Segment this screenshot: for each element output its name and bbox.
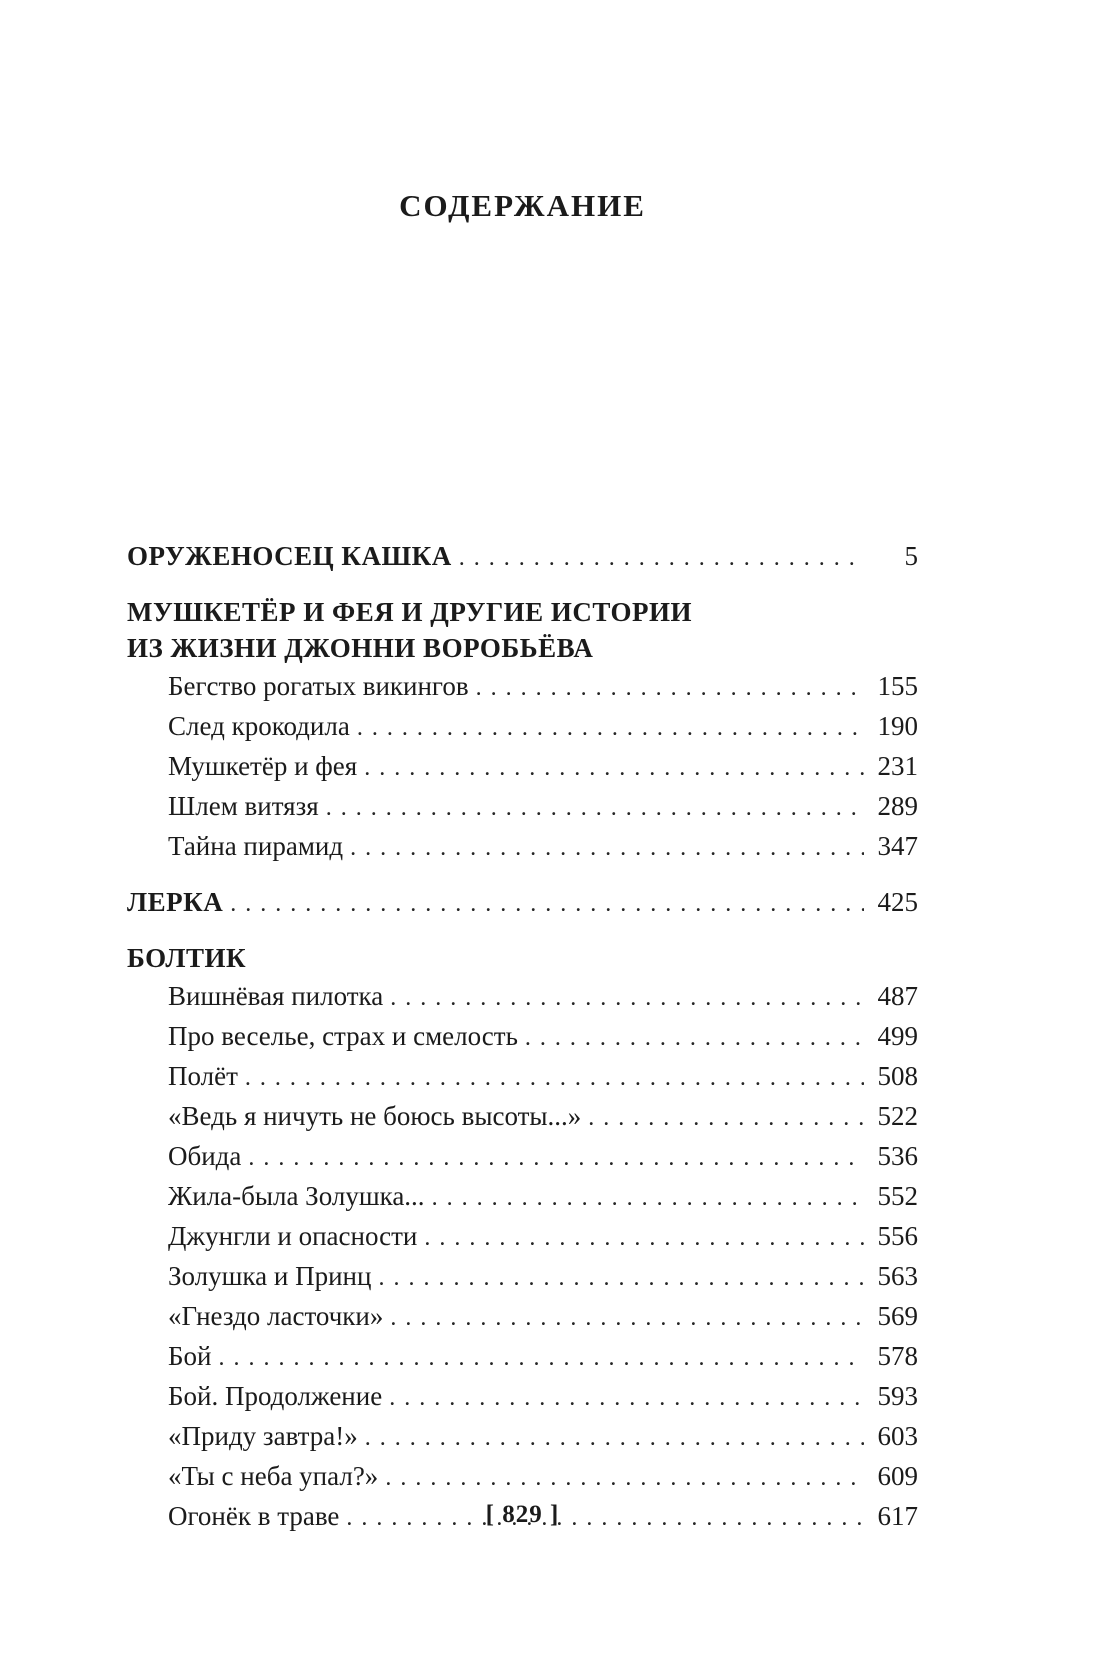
toc-entry-page-number: 536 (877, 1141, 918, 1171)
dot-leader (581, 1097, 864, 1137)
toc-entry-page-number: 155 (877, 671, 918, 701)
toc-entry-title: Жила-была Золушка... (168, 1181, 425, 1211)
toc-item-row (127, 1337, 918, 1377)
toc-entry-page-number: 593 (877, 1381, 918, 1411)
toc-entry-title: Про веселье, страх и смелость (168, 1021, 518, 1051)
toc-item-row (127, 667, 918, 707)
toc-item-row (127, 1097, 918, 1137)
toc-entry-title: Золушка и Принц (168, 1261, 372, 1291)
toc-item-row (127, 1177, 918, 1217)
dot-leader (319, 787, 864, 827)
toc-entry-page-number: 617 (877, 1501, 918, 1531)
toc-entry-page-number: 289 (877, 791, 918, 821)
dot-leader (417, 1217, 864, 1257)
toc-entry-page-number: 425 (877, 887, 918, 917)
dot-leader (357, 747, 864, 787)
toc-entry-title: Бой (168, 1341, 212, 1371)
toc-entry-page-number: 508 (877, 1061, 918, 1091)
dot-leader (518, 1017, 864, 1057)
toc-entry-title: БОЛТИК (127, 943, 247, 973)
toc-entry-title: Бой. Продолжение (168, 1381, 383, 1411)
dot-leader (382, 1377, 864, 1417)
dot-leader (452, 537, 864, 577)
folio-page-number: [ 829 ] (485, 1501, 560, 1528)
toc-entry-page-number: 569 (877, 1301, 918, 1331)
toc-entry-title: Мушкетёр и фея (168, 751, 358, 781)
toc-entry-title: Полёт (168, 1061, 238, 1091)
toc-entry-title: «Гнездо ласточки» (168, 1301, 384, 1331)
toc-entry-page-number: 552 (877, 1181, 918, 1211)
toc-entry-title: ЛЕРКА (127, 887, 224, 917)
toc-item-row (127, 1137, 918, 1177)
dot-leader (223, 883, 864, 923)
dot-leader (469, 667, 864, 707)
toc-item-row (127, 1257, 918, 1297)
toc-item-row (127, 977, 918, 1017)
dot-leader (383, 1297, 864, 1337)
toc-entry-page-number: 609 (877, 1461, 918, 1491)
toc-item-row (127, 787, 918, 827)
toc-item-row (127, 1017, 918, 1057)
toc-entry-title: «Ты с неба упал?» (168, 1461, 379, 1491)
toc-entry-title: Обида (168, 1141, 242, 1171)
toc-item-row (127, 1057, 918, 1097)
dot-leader (343, 827, 864, 867)
toc-list (127, 537, 918, 1537)
dot-leader (378, 1457, 864, 1497)
toc-section-row (127, 537, 918, 577)
toc-item-row (127, 827, 918, 867)
toc-entry-title: След крокодила (168, 711, 350, 741)
toc-entry-page-number: 603 (877, 1421, 918, 1451)
toc-entry-page-number: 563 (877, 1261, 918, 1291)
toc-entry-page-number: 5 (904, 541, 918, 571)
toc-item-row (127, 747, 918, 787)
toc-entry-title: «Ведь я ничуть не боюсь высоты...» (168, 1101, 582, 1131)
toc-entry-title: Бегство рогатых викингов (168, 671, 469, 701)
toc-item-row (127, 1297, 918, 1337)
toc-entry-title: ИЗ ЖИЗНИ ДЖОННИ ВОРОБЬЁВА (127, 633, 594, 663)
toc-entry-page-number: 522 (877, 1101, 918, 1131)
toc-entry-title: МУШКЕТЁР И ФЕЯ И ДРУГИЕ ИСТОРИИ (127, 597, 693, 627)
dot-leader (383, 977, 864, 1017)
dot-leader (371, 1257, 864, 1297)
toc-entry-title: Тайна пирамид (168, 831, 344, 861)
toc-item-row (127, 1457, 918, 1497)
toc-entry-page-number: 556 (877, 1221, 918, 1251)
toc-item-row (127, 1377, 918, 1417)
dot-leader (211, 1337, 864, 1377)
toc-item-row (127, 707, 918, 747)
toc-section-row (127, 629, 918, 667)
dot-leader (350, 707, 864, 747)
dot-leader (241, 1137, 864, 1177)
dot-leader (358, 1417, 864, 1457)
toc-entry-page-number: 487 (877, 981, 918, 1011)
toc-item-row (127, 1417, 918, 1457)
contents-title: СОДЕРЖАНИЕ (399, 188, 646, 223)
toc-entry-page-number: 190 (877, 711, 918, 741)
toc-entry-page-number: 347 (877, 831, 918, 861)
toc-section-row (127, 595, 918, 629)
toc-section-row (127, 939, 918, 977)
toc-entry-page-number: 499 (877, 1021, 918, 1051)
toc-entry-title: «Приду завтра!» (168, 1421, 358, 1451)
toc-entry-title: Джунгли и опасности (168, 1221, 418, 1251)
toc-entry-title: ОРУЖЕНОСЕЦ КАШКА (127, 541, 452, 571)
toc-entry-page-number: 578 (877, 1341, 918, 1371)
toc-entry-page-number: 231 (877, 751, 918, 781)
toc-section-row (127, 883, 918, 923)
toc-entry-title: Шлем витязя (168, 791, 319, 821)
dot-leader (238, 1057, 864, 1097)
toc-item-row (127, 1217, 918, 1257)
dot-leader (425, 1177, 864, 1217)
toc-entry-title: Вишнёвая пилотка (168, 981, 384, 1011)
toc-entry-title: Огонёк в траве (168, 1501, 340, 1531)
